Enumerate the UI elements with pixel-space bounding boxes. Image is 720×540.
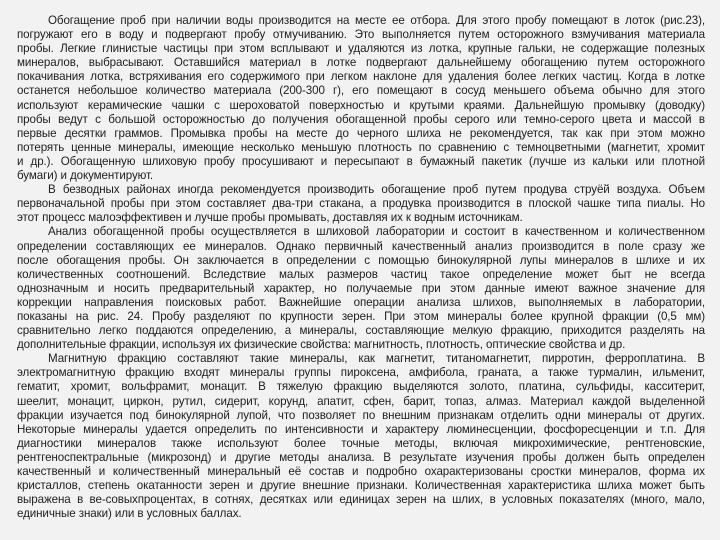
text-line: дополнительные фракции, используя их физические свойства: магнитность, плотность, оптические свойства и др. <box>17 338 626 352</box>
text-line: единичные знаки) или в условных баллах. <box>17 507 242 521</box>
text-line: диагностики минералов также используют более точные методы, включая микрохимические, рентгеновские, <box>17 436 705 450</box>
text-line: и др.). Обогащенную шлиховую пробу просушивают и пересыпают в бумажный пакетик (лучше из кальки или плотной <box>17 154 705 168</box>
text-line: погружают его в воду и подвергают пробу отмучиванию. Это выполняется путем осторожного взмучивания материала <box>17 28 705 42</box>
text-line: определении составляющих ее минералов. Однако первичный качественный анализ производится в поле сразу же <box>17 239 705 253</box>
text-line: этот процесс малоэффективен и лучше пробы промывать, доставляя их к водным источникам. <box>17 211 523 225</box>
text-line: коррекции направления поисковых работ. Важнейшие операции анализа шлихов, выполняемых в лаборатории, <box>17 295 705 309</box>
text-line: используют керамические чашки с шероховатой поверхностью и крутыми краями. Дальнейшую промывку (доводку) <box>17 98 705 112</box>
text-line: пробы. Легкие глинистые частицы при этом всплывают и удаляются из лотка, крупные гальки, не содержащие полезных <box>17 42 705 56</box>
text-line: шеелит, монацит, циркон, рутил, сидерит, корунд, апатит, сфен, барит, топаз, алмаз. Материал каждой выделенной <box>17 394 705 408</box>
text-line: Анализ обогащенной пробы осуществляется в шлиховой лаборатории и состоит в качественном и количественном <box>48 225 705 239</box>
text-line: первоначальной пробы при этом составляет два-три стакана, а продувка производится в плоской чашке типа пиалы. Но <box>17 197 705 211</box>
text-line: после обогащения пробы. Он заключается в определении с помощью бинокулярной лупы минералов в шлихе и их <box>17 253 705 267</box>
paragraph <box>17 225 705 352</box>
text-line: выражена в ве-совыхпроцентах, в сотнях, десятках или единицах зерен на шлих, в условных показателях (много, мало, <box>17 493 705 507</box>
text-line: В безводных районах иногда рекомендуется производить обогащение проб путем продува струёй воздуха. Объем <box>48 183 705 197</box>
text-line: гематит, хромит, вольфрамит, монацит. В тяжелую фракцию выделяются золото, платина, сульфиды, касситерит, <box>17 380 705 394</box>
text-line: останется небольшое количество материала (200-300 г), его помещают в сосуд меньшего объема обычно для этого <box>17 84 705 98</box>
text-line: однозначным и носить предварительный характер, но получаемые при этом данные имеют важное значение для <box>17 281 705 295</box>
text-line: Магнитную фракцию составляют такие минералы, как магнетит, титаномагнетит, пирротин, ферроплатина. В <box>48 352 705 366</box>
text-line: пробы ведут с большой осторожностью до получения обогащенной пробы серого или темно-серого цвета и массой в <box>17 112 705 126</box>
text-line: бумаги) и документируют. <box>17 169 154 183</box>
text-line: фракции изучается под бинокулярной лупой, что позволяет по внешним признакам отделить одни минералы от других. <box>17 408 705 422</box>
text-line: первые десятки граммов. Промывка пробы на месте до черного шлиха не рекомендуется, так как при этом можно <box>17 126 705 140</box>
text-line: минералов, выбрасывают. Оставшийся материал в лотке подвергают дальнейшему обогащению путем осторожного <box>17 56 705 70</box>
text-line: рентгеноспектральные (микрозонд) и другие методы анализа. В результате изучения пробы должен быть определен <box>17 450 705 464</box>
document-body <box>17 14 705 521</box>
text-line: качественный и количественный минеральный её состав и подробно охарактеризованы сростки минералов, форма их <box>17 465 705 478</box>
text-line: потерять ценные минералы, имеющие несколько меньшую плотность по сравнению с темноцветными (магнетит, хромит <box>17 140 705 154</box>
paragraph <box>17 183 705 225</box>
text-line: электромагнитную фракцию входят минералы группы пироксена, амфибола, граната, а также турмалин, ильменит, <box>17 366 705 380</box>
text-line: кристаллов, степень окатанности зерен и другие внешние признаки. Количественная характеристика шлиха может быть <box>17 479 705 493</box>
paragraph <box>17 352 705 521</box>
text-line: Некоторые минералы удается определить по интенсивности и характеру люминесценции, фосфоресценции и т.п. Для <box>17 422 705 436</box>
text-line: сравнительно легко поддаются определению, а минералы, составляющие мелкую фракцию, приходится разделять на <box>17 324 705 338</box>
text-line: показаны на рис. 24. Пробу разделяют по крупности зерен. При этом минералы более крупной фракции (0,5 мм) <box>17 309 705 323</box>
paragraph <box>17 14 705 183</box>
text-line: количественных соотношений. Вследствие малых размеров частиц такое определение может быт не всегда <box>17 267 705 281</box>
text-line: покачивания лотка, встряхивания его содержимого при легком наклоне для удаления более легких частиц. Когда в лотке <box>17 70 705 84</box>
text-line: Обогащение проб при наличии воды производится на месте ее отбора. Для этого пробу помещают в лоток (рис.23), <box>48 14 705 27</box>
